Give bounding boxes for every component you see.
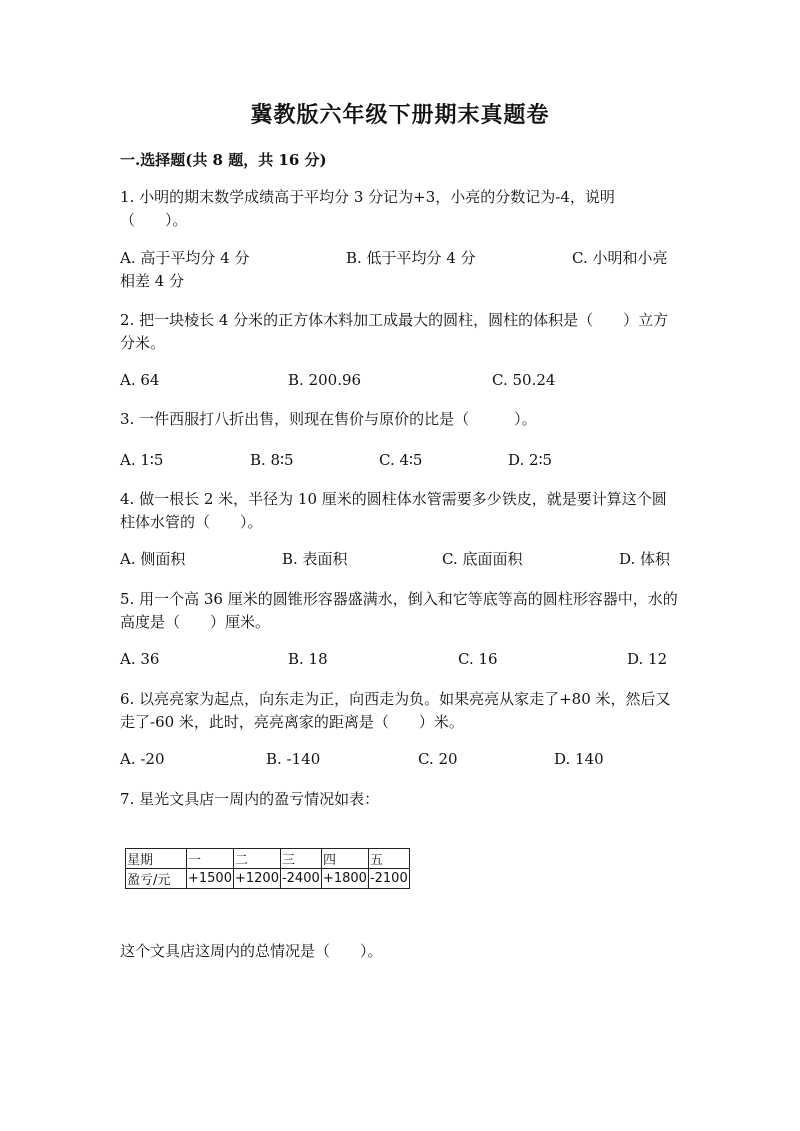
table-cell: 盈亏/元: [126, 869, 187, 889]
table-cell: 五: [368, 849, 409, 869]
question-7-followup: 这个文具店这周内的总情况是（ ）。: [120, 942, 383, 960]
option-c: C. 20: [418, 750, 458, 768]
table-cell: +1200: [233, 869, 280, 889]
question-6-options: [120, 748, 680, 771]
question-2-options: [120, 369, 680, 392]
option-c: C. 4∶5: [379, 451, 423, 469]
table-cell: 二: [233, 849, 280, 869]
option-b: B. 低于平均分 4 分: [346, 249, 476, 267]
option-b: B. 8∶5: [250, 451, 294, 469]
question-3-options: [120, 449, 680, 472]
question-5-options: [120, 648, 680, 671]
option-b: B. 表面积: [282, 550, 348, 568]
option-a: A. 侧面积: [120, 550, 186, 568]
question-1: 1. 小明的期末数学成绩高于平均分 3 分记为+3，小亮的分数记为-4，说明（ ）。: [120, 188, 615, 229]
profit-loss-table: [125, 848, 410, 889]
table-cell: 一: [187, 849, 234, 869]
option-a: A. -20: [120, 750, 165, 768]
page-title: 冀教版六年级下册期末真题卷: [250, 102, 550, 128]
question-6: 6. 以亮亮家为起点，向东走为正，向西走为负。如果亮亮从家走了+80 米，然后又走了-60 米，此时，亮亮离家的距离是（ ）米。: [120, 690, 671, 731]
table-row-values: [126, 869, 410, 889]
question-3: 3. 一件西服打八折出售，则现在售价与原价的比是（ ）。: [120, 410, 537, 428]
table-row-header: [126, 849, 410, 869]
option-b: B. 18: [288, 650, 328, 668]
option-a: A. 36: [120, 650, 160, 668]
question-2: 2. 把一块棱长 4 分米的正方体木料加工成最大的圆柱，圆柱的体积是（ ）立方分米。: [120, 311, 669, 352]
question-4: 4. 做一根长 2 米，半径为 10 厘米的圆柱体水管需要多少铁皮，就是要计算这个圆柱体水管的（ ）。: [120, 490, 667, 531]
table-cell: +1500: [187, 869, 234, 889]
option-d: D. 2∶5: [508, 451, 553, 469]
option-c: C. 底面面积: [442, 550, 523, 568]
table-cell: -2100: [368, 869, 409, 889]
question-4-options: [120, 548, 680, 571]
option-c: C. 50.24: [492, 371, 556, 389]
table-cell: -2400: [280, 869, 321, 889]
option-b: B. -140: [266, 750, 321, 768]
table-cell: +1800: [321, 869, 368, 889]
option-a: A. 高于平均分 4 分: [120, 249, 250, 267]
option-a: A. 64: [120, 371, 160, 389]
option-d: D. 体积: [619, 550, 671, 568]
table-cell: 星期: [126, 849, 187, 869]
option-b: B. 200.96: [288, 371, 362, 389]
question-7: 7. 星光文具店一周内的盈亏情况如表：: [120, 790, 380, 808]
option-c: C. 小明和小亮相差 4 分: [120, 249, 668, 290]
option-d: D. 12: [627, 650, 668, 668]
option-a: A. 1∶5: [120, 451, 164, 469]
table-cell: 四: [321, 849, 368, 869]
section-heading: 一.选择题(共 8 题，共 16 分): [120, 151, 327, 169]
question-5: 5. 用一个高 36 厘米的圆锥形容器盛满水，倒入和它等底等高的圆柱形容器中，水的高度是（ ）厘米。: [120, 590, 678, 631]
table-cell: 三: [280, 849, 321, 869]
option-d: D. 140: [554, 750, 604, 768]
option-c: C. 16: [458, 650, 498, 668]
